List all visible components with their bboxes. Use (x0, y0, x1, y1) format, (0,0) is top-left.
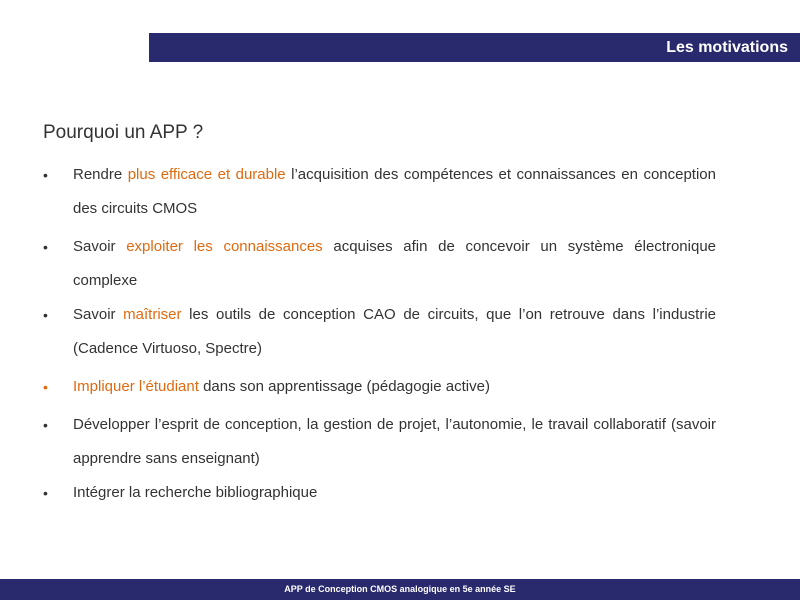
slide-title: Pourquoi un APP ? (43, 122, 204, 143)
bullet-icon: • (43, 485, 48, 501)
bullet-icon: • (43, 307, 48, 323)
bullet-item (40, 408, 716, 476)
bullet-text: Développer l’esprit de conception, la gestion de projet, l’autonomie, le travail collaboratif (savoir apprendre sans enseignant) (73, 416, 716, 467)
header-title: Les motivations (666, 39, 788, 56)
footer-bar (0, 579, 800, 600)
bullet-text: l’acquisition des compétences et connaissances en conception des circuits CMOS (73, 166, 716, 217)
bullet-item (40, 158, 716, 226)
header-bar (149, 33, 800, 62)
bullet-highlight: plus efficace et durable (127, 166, 286, 183)
bullet-item (40, 370, 716, 404)
bullet-highlight: exploiter les connaissances (126, 238, 323, 255)
bullet-list (40, 158, 716, 510)
bullet-text: Savoir (73, 306, 124, 323)
bullet-text: Rendre (73, 166, 128, 183)
bullet-icon: • (43, 239, 48, 255)
bullet-highlight: maîtriser (123, 306, 182, 323)
bullet-icon: • (43, 379, 48, 395)
bullet-text: les outils de conception CAO de circuits, que l’on retrouve dans l’industrie (Cadence Virtuoso, Spectre) (73, 306, 717, 357)
bullet-text: Intégrer la recherche bibliographique (73, 484, 318, 501)
bullet-highlight: Impliquer l’étudiant (73, 378, 199, 395)
bullet-icon: • (43, 417, 48, 433)
bullet-item (40, 476, 716, 510)
bullet-item (40, 298, 716, 366)
bullet-text: dans son apprentissage (pédagogie active) (198, 378, 490, 395)
bullet-text: acquises afin de concevoir un système électronique complexe (73, 238, 717, 289)
footer-text: APP de Conception CMOS analogique en 5e année SE (284, 584, 516, 594)
bullet-item (40, 230, 716, 298)
bullet-icon: • (43, 167, 48, 183)
bullet-text: Savoir (73, 238, 127, 255)
